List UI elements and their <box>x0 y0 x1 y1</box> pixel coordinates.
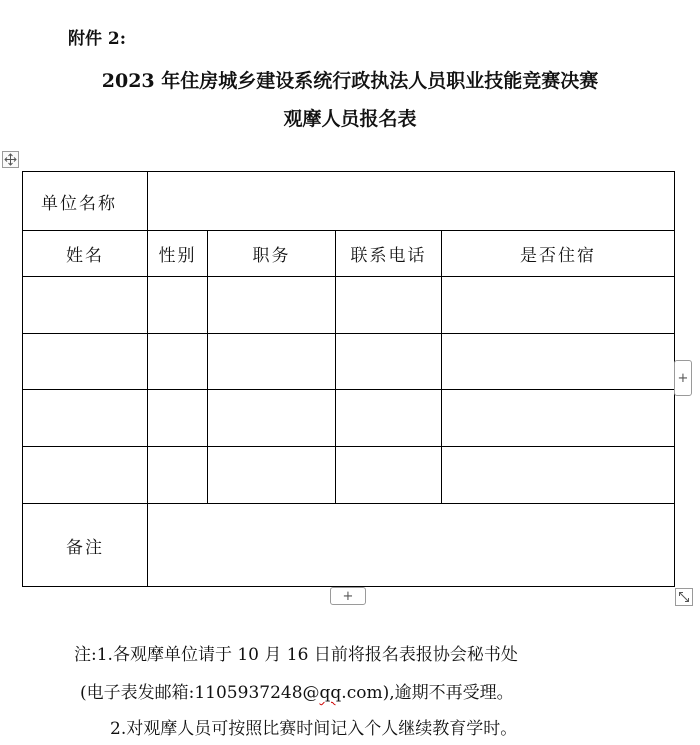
move-icon <box>4 153 17 166</box>
name-cell[interactable] <box>23 334 148 390</box>
position-cell[interactable] <box>208 447 336 504</box>
gender-cell[interactable] <box>148 334 208 390</box>
name-cell[interactable] <box>23 447 148 504</box>
position-cell[interactable] <box>208 334 336 390</box>
position-cell[interactable] <box>208 390 336 447</box>
header-row <box>23 231 675 277</box>
attachment-label: 附件 2: <box>68 29 127 49</box>
plus-icon: + <box>342 588 354 604</box>
col-header-gender: 性别 <box>148 231 208 277</box>
note-line-2-suffix: .com),逾期不再受理。 <box>341 683 514 703</box>
email-domain: qq <box>319 683 342 703</box>
table-row <box>23 277 675 334</box>
plus-icon: + <box>677 370 689 386</box>
add-row-button[interactable] <box>330 587 366 605</box>
note-line-2-prefix: (电子表发邮箱:1105937248@ <box>80 683 320 703</box>
lodging-cell[interactable] <box>442 277 675 334</box>
table-row <box>23 390 675 447</box>
name-cell[interactable] <box>23 390 148 447</box>
col-header-name: 姓名 <box>23 231 148 277</box>
phone-cell[interactable] <box>336 390 442 447</box>
remark-cell[interactable] <box>148 504 675 587</box>
note-line-2 <box>80 678 514 703</box>
registration-table <box>22 171 675 587</box>
unit-name-cell[interactable] <box>148 172 675 231</box>
name-cell[interactable] <box>23 277 148 334</box>
position-cell[interactable] <box>208 277 336 334</box>
lodging-cell[interactable] <box>442 447 675 504</box>
table-row <box>23 334 675 390</box>
note-line-1: 注:1.各观摩单位请于 10 月 16 日前将报名表报协会秘书处 <box>74 645 518 665</box>
gender-cell[interactable] <box>148 447 208 504</box>
add-column-button[interactable] <box>674 360 692 396</box>
table-move-handle[interactable] <box>2 151 19 168</box>
col-header-position: 职务 <box>208 231 336 277</box>
lodging-cell[interactable] <box>442 390 675 447</box>
remark-row <box>23 504 675 587</box>
table-resize-handle[interactable] <box>675 588 693 606</box>
table-row <box>23 447 675 504</box>
form-subtitle: 观摩人员报名表 <box>283 108 417 130</box>
lodging-cell[interactable] <box>442 334 675 390</box>
phone-cell[interactable] <box>336 277 442 334</box>
unit-row <box>23 172 675 231</box>
phone-cell[interactable] <box>336 447 442 504</box>
unit-name-label: 单位名称 <box>23 172 148 231</box>
gender-cell[interactable] <box>148 390 208 447</box>
note-line-3: 2.对观摩人员可按照比赛时间记入个人继续教育学时。 <box>110 719 518 739</box>
phone-cell[interactable] <box>336 334 442 390</box>
resize-icon <box>678 591 690 603</box>
col-header-lodging: 是否住宿 <box>442 231 675 277</box>
remark-label: 备注 <box>23 504 148 587</box>
gender-cell[interactable] <box>148 277 208 334</box>
col-header-phone: 联系电话 <box>336 231 442 277</box>
form-title: 2023 年住房城乡建设系统行政执法人员职业技能竞赛决赛 <box>101 70 599 92</box>
